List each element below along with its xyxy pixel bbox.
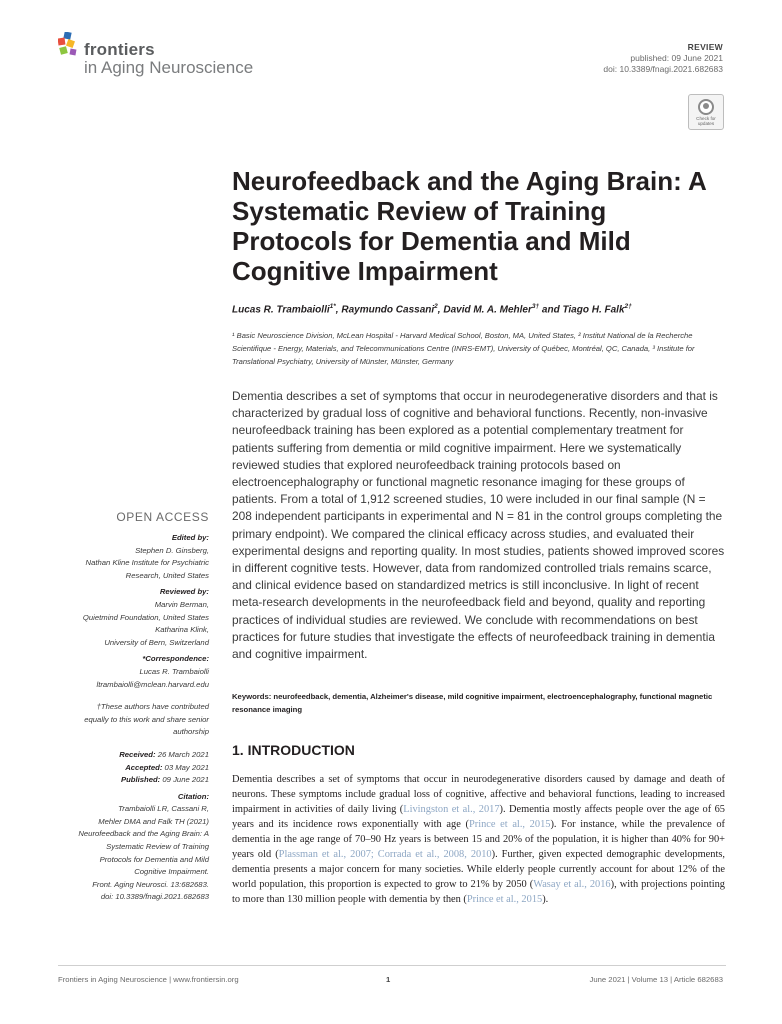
author-name[interactable]: Lucas R. Trambaiolli [232, 304, 330, 316]
check-for-updates-button[interactable] [688, 94, 724, 130]
editor-line: Stephen D. Ginsberg, [135, 545, 209, 555]
check-badge-line-1: Check for [696, 116, 716, 121]
author-name[interactable]: David M. A. Mehler [443, 304, 532, 316]
article-meta [603, 42, 723, 75]
author-separator: , [335, 304, 342, 316]
reviewed-by-label: Reviewed by: [159, 587, 209, 597]
edited-by-label: Edited by: [171, 533, 209, 542]
article-title: Neurofeedback and the Aging Brain: A Systematic Review of Training Protocols for Dementia and Mild Cognitive Impairment [232, 166, 706, 286]
citation-link[interactable]: Prince et al., 2015 [468, 819, 551, 830]
citation-link[interactable]: Livingston et al., 2017 [403, 804, 500, 815]
citation-doi-link[interactable]: doi: 10.3389/fnagi.2021.682683 [100, 892, 209, 902]
article-doi[interactable]: doi: 10.3389/fnagi.2021.682683 [603, 64, 723, 74]
reviewer-line: Quietmind Foundation, United States [82, 612, 209, 622]
affiliations: ¹ Basic Neuroscience Division, McLean Hospital - Harvard Medical School, Boston, MA, United States, ² Institut National de la Recherche Scientifique - Energy, Materials, and Telecommunications Centre (INRS-EMT), University of Québec, Montréal, QC, Canada, ³ Institute for Translational Psychiatry, University of Münster, Münster, Germany [232, 331, 695, 366]
introduction-paragraph [232, 772, 725, 907]
journal-name: in Aging Neuroscience [84, 58, 254, 77]
open-access-label: OPEN ACCESS [116, 510, 209, 524]
equal-contribution-note: †These authors have contributed [96, 702, 209, 712]
paragraph-text: Dementia describes a set of symptoms that occur in neurodegenerative disorders caused by damage and death of neurons. These symptoms include gradual loss of cognitive, affective and behavioral functions, leading to increased impairment in activities of daily living ( [232, 774, 725, 815]
citation-line: Front. Aging Neurosci. 13:682683. [92, 879, 209, 889]
paragraph-text: ). Dementia mostly affects people over the age of 65 years and its incidence rows exponentially with age ( [232, 804, 726, 830]
author-list [232, 303, 732, 315]
article-type: REVIEW [687, 42, 723, 52]
reviewer-line: Katharina Klink, [155, 625, 209, 635]
brand-name: frontiers [84, 40, 155, 59]
paragraph-text: ). [542, 894, 549, 905]
date-published: Published: 09 June 2021 [120, 775, 209, 785]
journal-logo[interactable] [58, 32, 298, 80]
citation-line: Neurofeedback and the Aging Brain: A [78, 829, 209, 839]
footer-journal-link[interactable]: Frontiers in Aging Neuroscience | www.frontiersin.org [58, 975, 239, 984]
crossmark-icon [698, 99, 714, 115]
citation-line: Trambaiolli LR, Cassani R, [118, 804, 209, 814]
equal-contribution-note: authorship [173, 727, 209, 737]
paragraph-text: ). For instance, while the prevalence of dementia in the age range of 70–90 Hz years is between 15 and 20% of the population, it is higher than 40% for 90+ years old ( [232, 819, 725, 860]
date-received: Received: 26 March 2021 [119, 749, 209, 759]
citation-line: Mehler DMA and Falk TH (2021) [98, 816, 209, 826]
author-affiliation-mark: 2† [624, 303, 632, 310]
citation-line: Cognitive Impairment. [134, 867, 209, 877]
keywords: Keywords: neurofeedback, dementia, Alzheimer's disease, mild cognitive impairment, electroencephalography, functional magnetic resonance imaging [232, 692, 713, 714]
citation-link[interactable]: Wasay et al., 2016 [533, 879, 611, 890]
reviewer-line: Marvin Berman, [154, 599, 209, 609]
paragraph-text: ). Further, given expected demographic developments, dementia presents a major concern for many societies. While elderly people currently account for about 12% of the world population, this proportion is expected to grow to 21% by 2050 ( [232, 849, 726, 890]
citation-label: Citation: [177, 791, 209, 801]
reviewer-line: University of Bern, Switzerland [104, 637, 209, 647]
author-name[interactable]: Tiago H. Falk [562, 304, 625, 316]
footer-issue-info: June 2021 | Volume 13 | Article 682683 [589, 975, 723, 984]
editor-line: Nathan Kline Institute for Psychiatric [85, 558, 209, 568]
correspondence-name: Lucas R. Trambaiolli [139, 666, 209, 676]
footer-divider [58, 965, 726, 966]
correspondence-label: *Correspondence: [142, 654, 209, 664]
paragraph-text: ), with projections pointing to more than 130 million people with dementia by then ( [232, 879, 725, 905]
published-date: published: 09 June 2021 [630, 53, 723, 63]
author-name[interactable]: Raymundo Cassani [341, 304, 435, 316]
author-separator: and [539, 304, 563, 316]
abstract: Dementia describes a set of symptoms that occur in neurodegenerative disorders and that is characterized by gradual loss of cognitive and behavioral functions. Recently, non-invasive neurofeedback training has been explored as a potential complementary treatment for patients suffering from dementia or mild cognitive impairment. Here we systematically reviewed studies that explored neurofeedback training protocols based on electroencephalography or functional magnetic resonance imaging for these groups of patients. From a total of 1,912 screened studies, 10 were included in our final sample (N = 208 independent participants in experimental and N = 81 in the control groups completing the primary endpoint). We compared the clinical efficacy across studies, and evaluated their experimental designs and reporting quality. In most studies, patients showed improved scores in different cognitive tests. However, data from randomized controlled trials remains scarce, and clinical evidence based on standardized metrics is still inconclusive. In light of recent meta-research developments in the neurofeedback field and beyond, quality and reporting practices of individual studies are reviewed. We conclude with recommendations on best practices for future studies that investigate the effects of neurofeedback training in dementia and cognitive impairment. [232, 389, 725, 662]
editor-line: Research, United States [125, 570, 209, 580]
correspondence-email-link[interactable]: ltrambaiolli@mclean.harvard.edu [96, 679, 209, 689]
author-affiliation-mark: 1* [329, 303, 336, 310]
equal-contribution-note: equally to this work and share senior [84, 714, 209, 724]
author-separator: , [437, 304, 444, 316]
citation-line: Protocols for Dementia and Mild [99, 854, 209, 864]
citation-link[interactable]: Plassman et al., 2007; Corrada et al., 2008, 2010 [278, 849, 492, 860]
author-affiliation-mark: 2 [434, 303, 438, 310]
section-heading-introduction: 1. INTRODUCTION [232, 742, 355, 758]
page-number: 1 [386, 975, 391, 984]
date-accepted: Accepted: 03 May 2021 [125, 762, 209, 772]
author-affiliation-mark: 3† [531, 303, 540, 310]
frontiers-logo-icon [58, 32, 80, 58]
citation-link[interactable]: Prince et al., 2015 [466, 894, 543, 905]
check-badge-line-2: updates [697, 121, 715, 126]
citation-line: Systematic Review of Training [106, 842, 209, 852]
article-info-sidebar [40, 510, 209, 904]
